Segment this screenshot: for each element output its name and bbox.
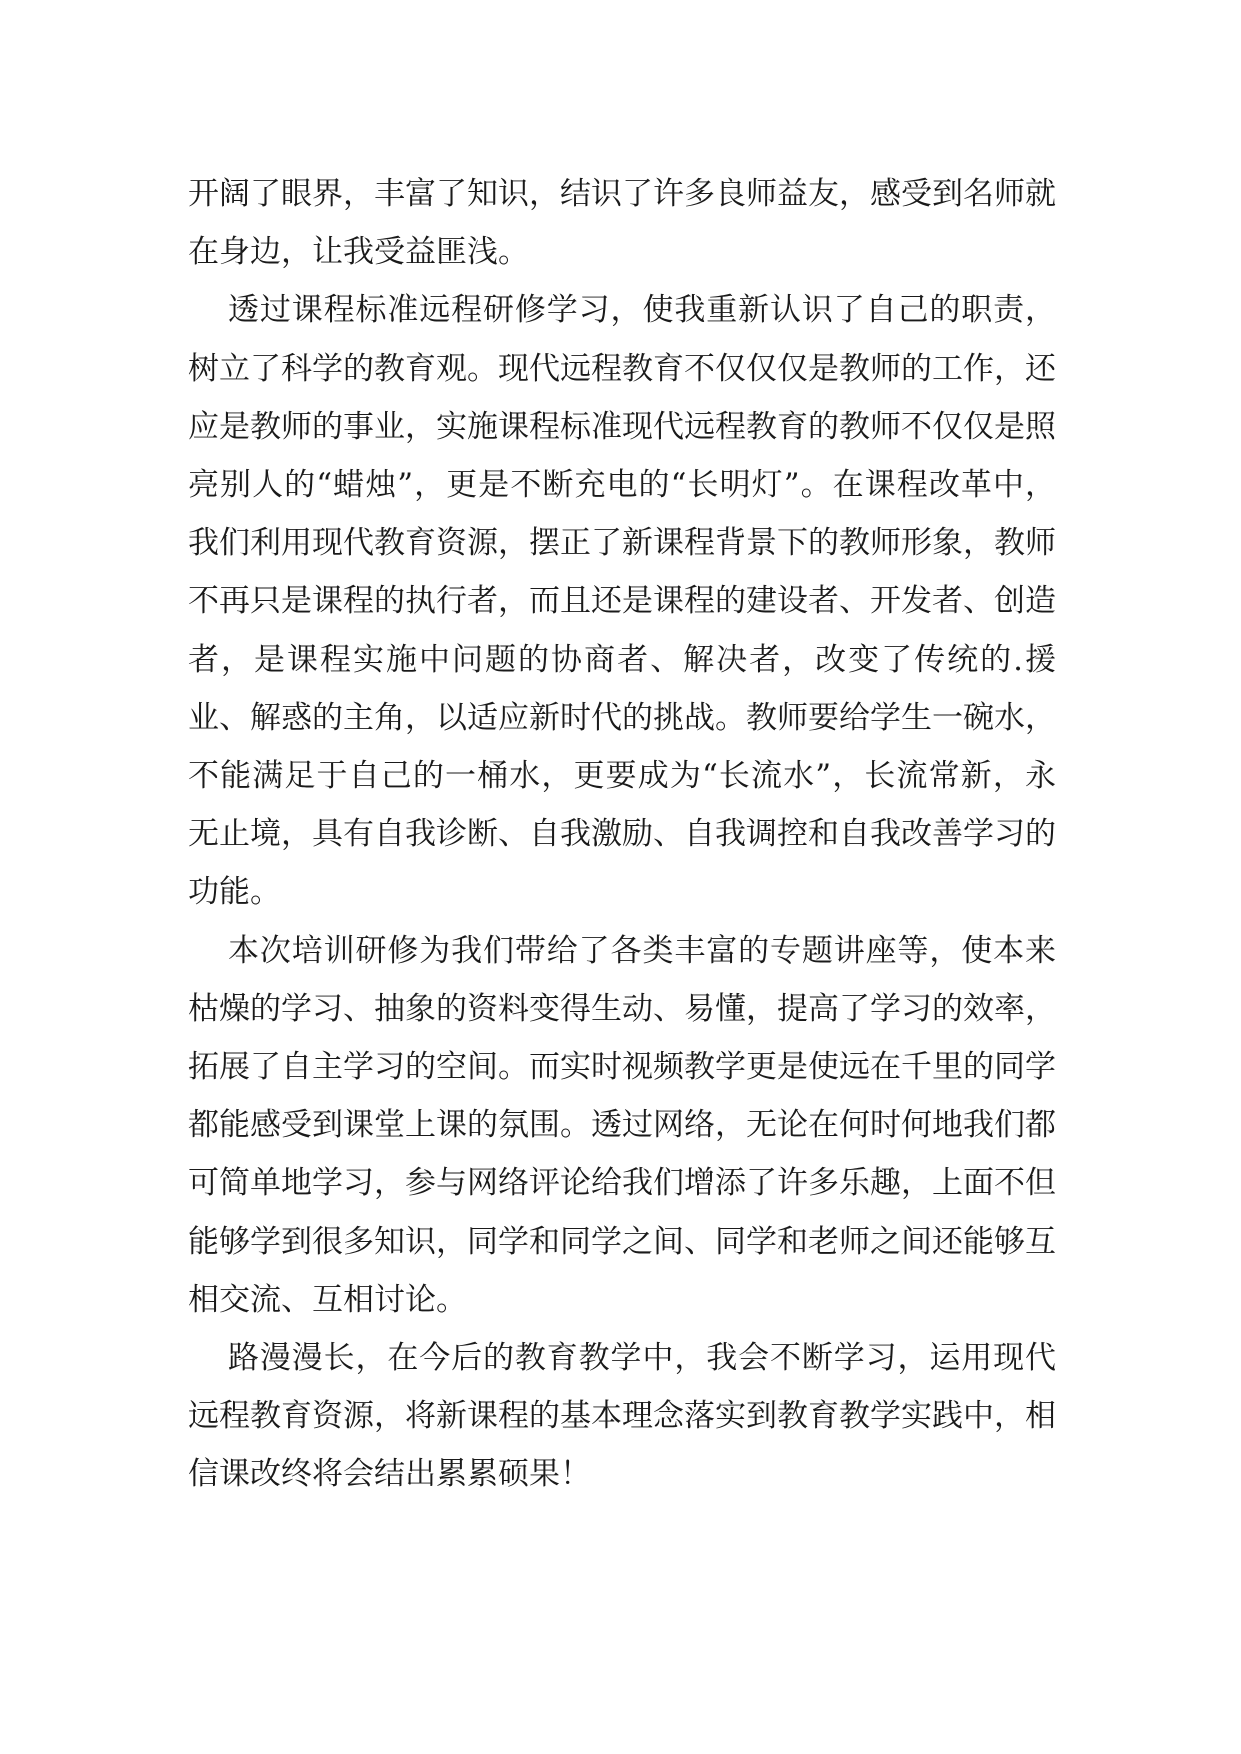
- paragraph-2: 透过课程标准远程研修学习，使我重新认识了自己的职责，树立了科学的教育观。现代远程教育不仅仅仅是教师的工作，还应是教师的事业，实施课程标准现代远程教育的教师不仅仅是照亮别人的“蜡烛”，更是不断充电的“长明灯”。在课程改革中，我们利用现代教育资源，摆正了新课程背景下的教师形象，教师不再只是课程的执行者，而且还是课程的建设者、开发者、创造者，是课程实施中问题的协商者、解决者，改变了传统的.援业、解惑的主角，以适应新时代的挑战。教师要给学生一碗水，不能满足于自己的一桶水，更要成为“长流水”，长流常新，永无止境，具有自我诊断、自我激励、自我调控和自我改善学习的功能。: [188, 292, 1056, 911]
- paragraph-4: 路漫漫长，在今后的教育教学中，我会不断学习，运用现代远程教育资源，将新课程的基本理念落实到教育教学实践中，相信课改终将会结出累累硕果！: [188, 1340, 1056, 1493]
- paragraph-1: 开阔了眼界，丰富了知识，结识了许多良师益友，感受到名师就在身边，让我受益匪浅。: [188, 176, 1056, 271]
- document-body: [188, 165, 1056, 1504]
- paragraph-3: 本次培训研修为我们带给了各类丰富的专题讲座等，使本来枯燥的学习、抽象的资料变得生动、易懂，提高了学习的效率，拓展了自主学习的空间。而实时视频教学更是使远在千里的同学都能感受到课堂上课的氛围。透过网络，无论在何时何地我们都可简单地学习，参与网络评论给我们增添了许多乐趣，上面不但能够学到很多知识，同学和同学之间、同学和老师之间还能够互相交流、互相讨论。: [188, 932, 1056, 1318]
